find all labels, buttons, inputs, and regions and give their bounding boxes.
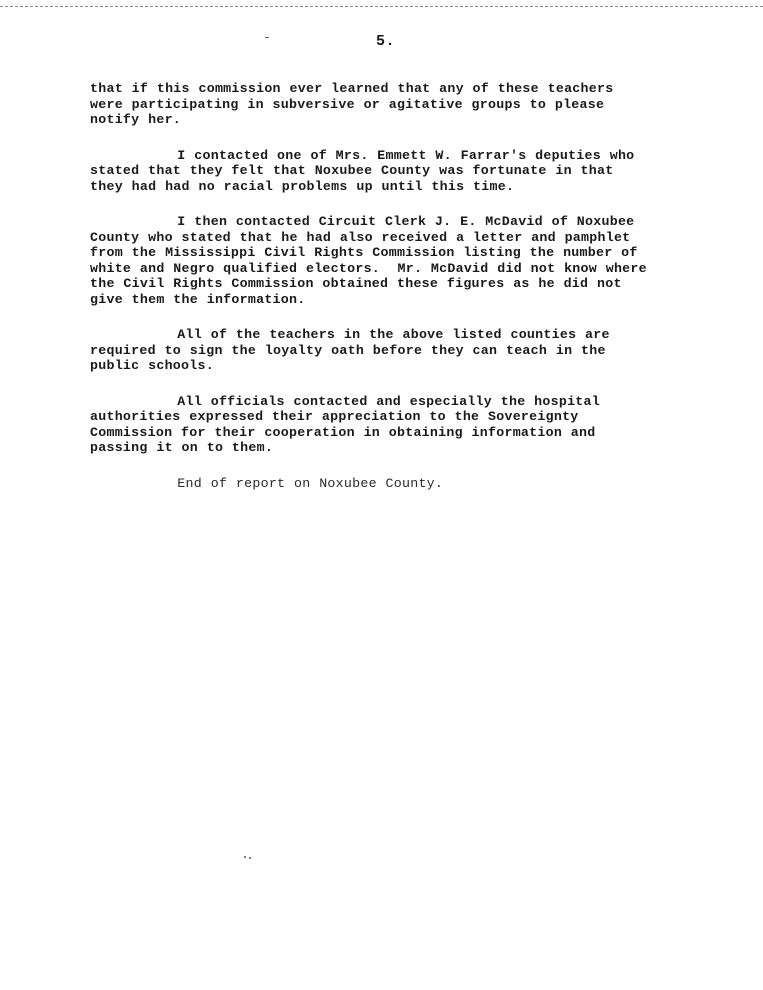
scan-speck xyxy=(244,856,246,858)
closing-line: End of report on Noxubee County. xyxy=(90,475,444,491)
page-number: 5. xyxy=(376,33,396,50)
paragraph-continuation: that if this commission ever learned that any of these teachers were participating in subversive or agitative groups to please notify her. xyxy=(90,81,614,127)
paragraph-appreciation: All officials contacted and especially the hospital authorities expressed their appreciation to the Sovereignty Commission for their cooperation in obtaining information and passing it on to them. xyxy=(90,393,600,455)
paragraph-circuit-clerk: I then contacted Circuit Clerk J. E. McDavid of Noxubee County who stated that he had also received a letter and pamphlet from the Mississippi Civil Rights Commission listing the number of white and Negro qualified electors. Mr. McDavid did not know where the Civil Rights Commission obtained these figures as he did not give them the information. xyxy=(90,214,647,307)
page-top-edge xyxy=(0,0,763,7)
scan-speck xyxy=(249,857,251,859)
scan-speck xyxy=(265,37,269,38)
paragraph-deputies: I contacted one of Mrs. Emmett W. Farrar's deputies who stated that they felt that Noxubee County was fortunate in that they had had no racial problems up until this time. xyxy=(90,147,635,194)
paragraph-loyalty-oath: All of the teachers in the above listed counties are required to sign the loyalty oath before they can teach in the public schools. xyxy=(90,327,610,373)
document-body xyxy=(90,81,690,511)
